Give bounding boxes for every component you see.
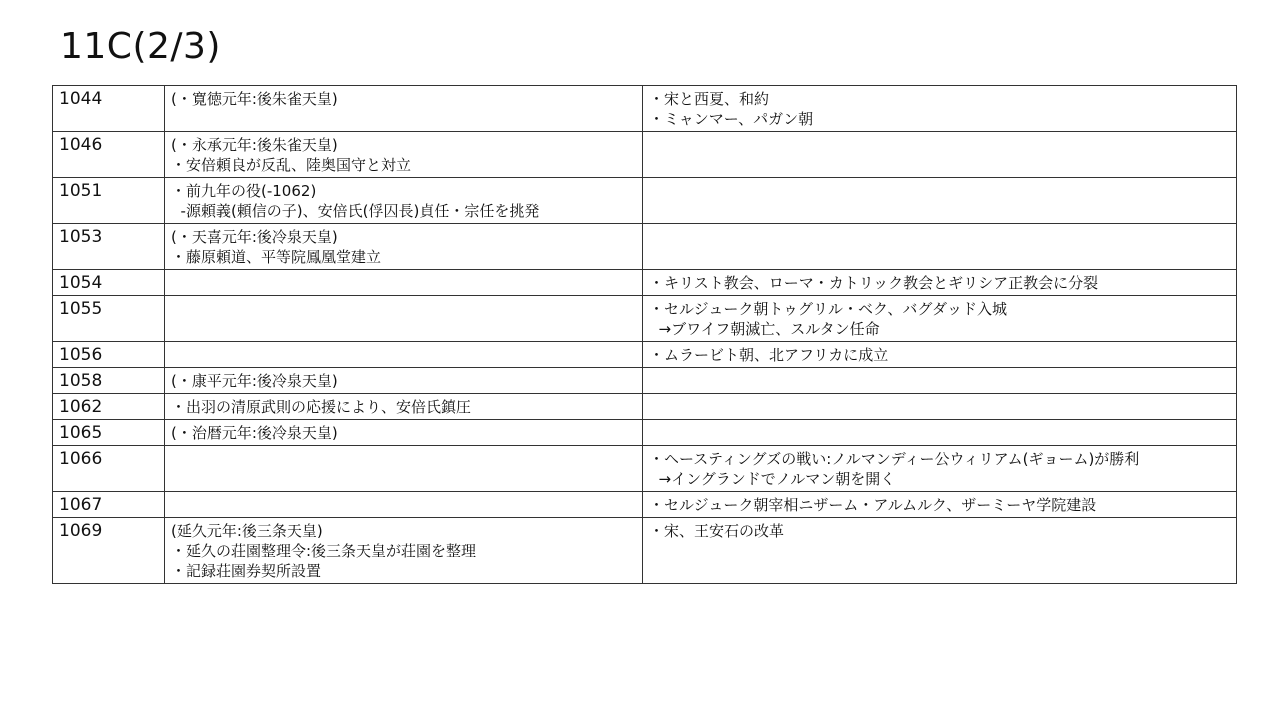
japan-events-cell: (・治暦元年:後冷泉天皇) [165, 420, 643, 446]
japan-events-cell: (・寛徳元年:後朱雀天皇) [165, 86, 643, 132]
year-cell: 1058 [53, 368, 165, 394]
table-row [53, 420, 1237, 446]
world-events-cell: ・セルジューク朝トゥグリル・ベク、バグダッド入城 →ブワイフ朝滅亡、スルタン任命 [643, 296, 1237, 342]
world-events-cell [643, 178, 1237, 224]
japan-events-cell [165, 270, 643, 296]
table-row [53, 492, 1237, 518]
table-row [53, 518, 1237, 584]
year-cell: 1056 [53, 342, 165, 368]
year-cell: 1069 [53, 518, 165, 584]
year-cell: 1067 [53, 492, 165, 518]
world-events-cell: ・宋、王安石の改革 [643, 518, 1237, 584]
japan-events-cell: (延久元年:後三条天皇) ・延久の荘園整理令:後三条天皇が荘園を整理 ・記録荘園券契所設置 [165, 518, 643, 584]
table-row [53, 368, 1237, 394]
japan-events-cell [165, 492, 643, 518]
world-events-cell: ・キリスト教会、ローマ・カトリック教会とギリシア正教会に分裂 [643, 270, 1237, 296]
year-cell: 1054 [53, 270, 165, 296]
table-row [53, 342, 1237, 368]
world-events-cell: ・セルジューク朝宰相ニザーム・アルムルク、ザーミーヤ学院建設 [643, 492, 1237, 518]
table-row [53, 132, 1237, 178]
timeline-table [52, 85, 1237, 584]
japan-events-cell [165, 342, 643, 368]
table-row [53, 86, 1237, 132]
table-row [53, 394, 1237, 420]
year-cell: 1066 [53, 446, 165, 492]
world-events-cell: ・ヘースティングズの戦い:ノルマンディー公ウィリアム(ギョーム)が勝利 →イングランドでノルマン朝を開く [643, 446, 1237, 492]
world-events-cell: ・ムラービト朝、北アフリカに成立 [643, 342, 1237, 368]
slide-title: 11C(2/3) [60, 26, 221, 67]
japan-events-cell [165, 296, 643, 342]
world-events-cell [643, 420, 1237, 446]
year-cell: 1044 [53, 86, 165, 132]
table-row [53, 446, 1237, 492]
table-row [53, 224, 1237, 270]
japan-events-cell [165, 446, 643, 492]
year-cell: 1065 [53, 420, 165, 446]
world-events-cell [643, 368, 1237, 394]
japan-events-cell: (・天喜元年:後冷泉天皇) ・藤原頼道、平等院鳳凰堂建立 [165, 224, 643, 270]
year-cell: 1051 [53, 178, 165, 224]
japan-events-cell: (・永承元年:後朱雀天皇) ・安倍頼良が反乱、陸奥国守と対立 [165, 132, 643, 178]
world-events-cell: ・宋と西夏、和約 ・ミャンマー、パガン朝 [643, 86, 1237, 132]
year-cell: 1062 [53, 394, 165, 420]
world-events-cell [643, 394, 1237, 420]
table-row [53, 270, 1237, 296]
japan-events-cell: ・出羽の清原武則の応援により、安倍氏鎮圧 [165, 394, 643, 420]
year-cell: 1053 [53, 224, 165, 270]
world-events-cell [643, 132, 1237, 178]
world-events-cell [643, 224, 1237, 270]
year-cell: 1046 [53, 132, 165, 178]
table-row [53, 296, 1237, 342]
year-cell: 1055 [53, 296, 165, 342]
table-row [53, 178, 1237, 224]
japan-events-cell: ・前九年の役(-1062) -源頼義(頼信の子)、安倍氏(俘囚長)貞任・宗任を挑発 [165, 178, 643, 224]
japan-events-cell: (・康平元年:後冷泉天皇) [165, 368, 643, 394]
